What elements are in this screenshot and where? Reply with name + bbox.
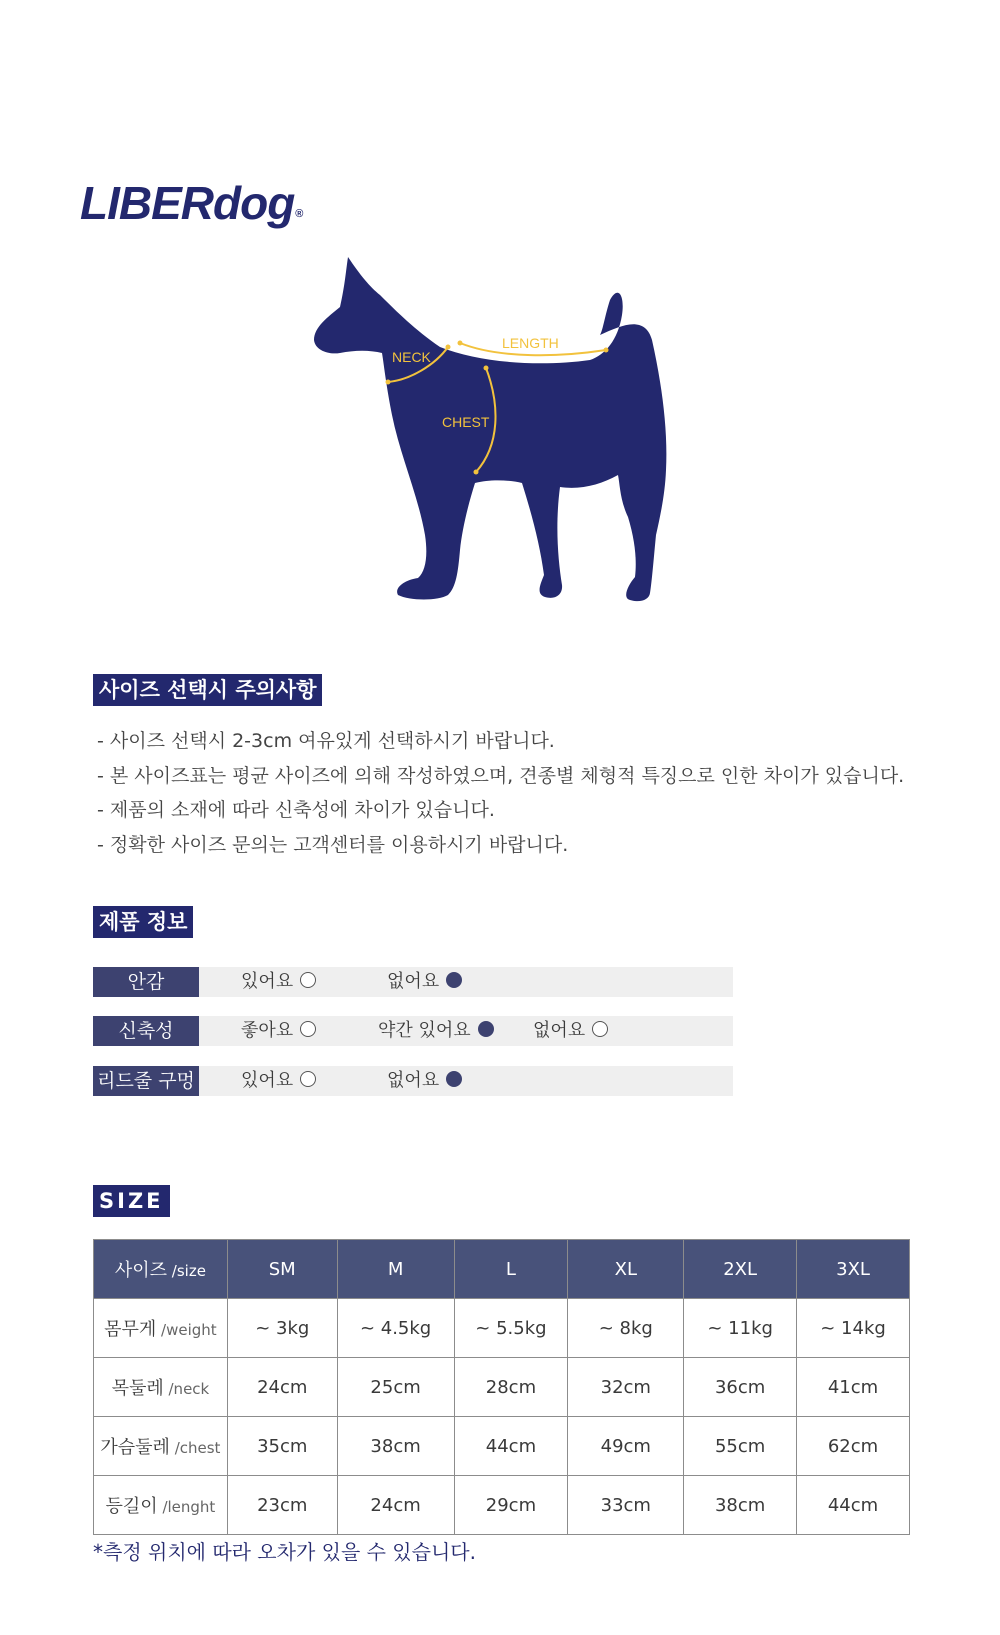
table-cell: 24cm — [337, 1476, 454, 1535]
size-title: SIZE — [93, 1185, 170, 1217]
table-cell: ~ 3kg — [227, 1299, 337, 1358]
option-yes: 있어요 — [241, 967, 316, 997]
option-slight: 약간 있어요 — [378, 1016, 494, 1046]
option-good: 좋아요 — [241, 1016, 316, 1046]
header-col: SM — [227, 1240, 337, 1299]
option-no: 없어요 — [387, 1066, 462, 1096]
registered-mark: ® — [295, 208, 303, 220]
caution-line: - 정확한 사이즈 문의는 고객센터를 이용하시기 바랍니다. — [97, 833, 569, 856]
table-cell: 32cm — [568, 1358, 684, 1417]
table-cell: 44cm — [797, 1476, 910, 1535]
product-row-label: 신축성 — [93, 1016, 199, 1046]
dog-measurement-diagram — [300, 255, 720, 635]
product-row-leash-hole — [93, 1066, 733, 1096]
table-cell: 24cm — [227, 1358, 337, 1417]
radio-empty-icon — [592, 1021, 608, 1037]
table-cell: 28cm — [454, 1358, 568, 1417]
table-cell: ~ 5.5kg — [454, 1299, 568, 1358]
table-header-row — [94, 1240, 910, 1299]
product-info-title: 제품 정보 — [93, 906, 193, 938]
table-cell: 38cm — [337, 1417, 454, 1476]
product-row-stretch — [93, 1016, 733, 1046]
caution-line: - 본 사이즈표는 평균 사이즈에 의해 작성하였으며, 견종별 체형적 특징으로 인한 차이가 있습니다. — [97, 764, 905, 787]
radio-empty-icon — [300, 1021, 316, 1037]
size-table — [93, 1239, 910, 1535]
header-col: 3XL — [797, 1240, 910, 1299]
table-cell: 62cm — [797, 1417, 910, 1476]
table-cell: 25cm — [337, 1358, 454, 1417]
header-col: L — [454, 1240, 568, 1299]
option-no: 없어요 — [387, 967, 462, 997]
table-cell: 44cm — [454, 1417, 568, 1476]
header-col: XL — [568, 1240, 684, 1299]
table-cell: ~ 14kg — [797, 1299, 910, 1358]
table-cell: ~ 11kg — [684, 1299, 797, 1358]
table-cell: 23cm — [227, 1476, 337, 1535]
product-row-label: 안감 — [93, 967, 199, 997]
radio-empty-icon — [300, 1071, 316, 1087]
option-yes: 있어요 — [241, 1066, 316, 1096]
radio-filled-icon — [446, 972, 462, 988]
row-label: 몸무게 /weight — [94, 1299, 228, 1358]
header-size: 사이즈 /size — [94, 1240, 228, 1299]
table-cell: 49cm — [568, 1417, 684, 1476]
product-row-lining — [93, 967, 733, 997]
table-row — [94, 1358, 910, 1417]
table-cell: 38cm — [684, 1476, 797, 1535]
product-row-label: 리드줄 구멍 — [93, 1066, 199, 1096]
table-row — [94, 1299, 910, 1358]
row-label: 목둘레 /neck — [94, 1358, 228, 1417]
caution-line: - 사이즈 선택시 2-3cm 여유있게 선택하시기 바랍니다. — [97, 730, 555, 752]
radio-filled-icon — [478, 1021, 494, 1037]
brand-logo — [80, 176, 302, 230]
row-label: 가슴둘레 /chest — [94, 1417, 228, 1476]
table-cell: 36cm — [684, 1358, 797, 1417]
table-cell: 29cm — [454, 1476, 568, 1535]
table-cell: ~ 8kg — [568, 1299, 684, 1358]
header-col: 2XL — [684, 1240, 797, 1299]
table-row — [94, 1417, 910, 1476]
dog-silhouette — [314, 257, 666, 601]
table-cell: 41cm — [797, 1358, 910, 1417]
radio-filled-icon — [446, 1071, 462, 1087]
brand-name: LIBERdog — [80, 177, 295, 229]
chest-label: CHEST — [442, 414, 490, 430]
caution-title: 사이즈 선택시 주의사항 — [93, 674, 322, 706]
neck-label: NECK — [392, 349, 431, 365]
size-footnote: *측정 위치에 따라 오차가 있을 수 있습니다. — [93, 1540, 476, 1564]
table-cell: 33cm — [568, 1476, 684, 1535]
option-none: 없어요 — [533, 1016, 608, 1046]
table-cell: ~ 4.5kg — [337, 1299, 454, 1358]
row-label: 등길이 /lenght — [94, 1476, 228, 1535]
table-cell: 55cm — [684, 1417, 797, 1476]
table-row — [94, 1476, 910, 1535]
caution-line: - 제품의 소재에 따라 신축성에 차이가 있습니다. — [97, 799, 495, 821]
table-cell: 35cm — [227, 1417, 337, 1476]
radio-empty-icon — [300, 972, 316, 988]
header-col: M — [337, 1240, 454, 1299]
caution-list — [97, 724, 904, 862]
length-label: LENGTH — [502, 335, 559, 351]
